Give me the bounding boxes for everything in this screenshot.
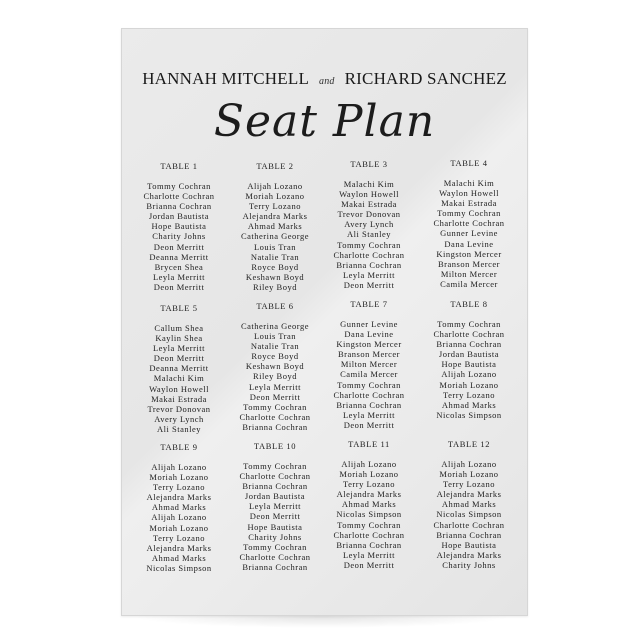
guest-name: Alijah Lozano [341, 459, 397, 469]
guest-name: Malachi Kim [153, 373, 205, 384]
guest-name: Alijah Lozano [441, 459, 497, 469]
partner-name-2: RICHARD SANCHEZ [344, 69, 507, 88]
guest-name: Brianna Cochran [336, 259, 402, 270]
guest-name: Deanna Merritt [149, 251, 209, 262]
guest-name: Trevor Donovan [337, 209, 401, 220]
guest-name: Charlotte Cochran [433, 519, 505, 530]
table-block [320, 158, 418, 290]
guest-name: Terry Lozano [443, 479, 495, 490]
guest-name: Alejandra Marks [436, 549, 502, 560]
guest-name: Charlotte Cochran [333, 249, 405, 260]
guest-name: Deon Merritt [249, 391, 301, 402]
guest-name: Brianna Cochran [436, 339, 502, 350]
guest-list [420, 319, 518, 420]
guest-name: Avery Lynch [154, 413, 204, 424]
table-block [130, 302, 228, 434]
guest-name: Natalie Tran [250, 251, 300, 262]
table-label: TABLE 4 [450, 158, 488, 168]
guest-list [320, 459, 418, 570]
guest-name: Makai Estrada [341, 199, 397, 210]
guest-name: Deon Merritt [153, 353, 205, 364]
guest-name: Jordan Bautista [148, 211, 210, 222]
guest-name: Makai Estrada [441, 198, 497, 209]
guest-name: Brianna Cochran [242, 481, 308, 492]
guest-name: Catherina George [240, 321, 310, 331]
guest-name: Dana Levine [444, 238, 494, 249]
guest-name: Kingston Mercer [436, 248, 502, 259]
guest-name: Brianna Cochran [146, 201, 212, 212]
table-block [420, 157, 518, 289]
guest-list [226, 181, 324, 292]
guest-name: Brycen Shea [154, 261, 204, 272]
guest-name: Alijah Lozano [441, 369, 497, 380]
guest-name: Ahmad Marks [341, 499, 397, 510]
guest-name: Charlotte Cochran [333, 389, 405, 400]
guest-name: Louis Tran [253, 241, 297, 252]
guest-name: Ali Stanley [157, 423, 201, 434]
guest-list [130, 181, 228, 292]
guest-name: Gunner Levine [340, 319, 398, 329]
guest-name: Alejandra Marks [436, 489, 502, 500]
guest-name: Tommy Cochran [337, 379, 401, 390]
guest-name: Jordan Bautista [244, 491, 306, 502]
guest-name: Charlotte Cochran [433, 218, 505, 229]
guest-name: Keshawn Boyd [245, 271, 305, 282]
guest-name: Alejandra Marks [242, 211, 308, 222]
guest-name: Tommy Cochran [337, 239, 401, 250]
guest-name: Ahmad Marks [151, 502, 207, 513]
guest-name: Ali Stanley [347, 229, 391, 240]
guest-name: Moriah Lozano [339, 469, 399, 480]
guest-name: Milton Mercer [440, 268, 498, 279]
table-block [130, 160, 228, 292]
table-block [130, 441, 228, 573]
guest-list [130, 323, 228, 434]
guest-name: Leyla Merritt [152, 343, 206, 354]
guest-name: Alejandra Marks [146, 542, 212, 553]
guest-name: Nicolas Simpson [436, 409, 502, 420]
guest-name: Charlotte Cochran [333, 529, 405, 540]
guest-name: Camila Mercer [340, 369, 398, 380]
guest-name: Gunner Levine [440, 228, 498, 239]
table-label: TABLE 1 [160, 161, 198, 171]
guest-name: Riley Boyd [253, 371, 297, 382]
table-label: TABLE 12 [447, 439, 491, 449]
guest-name: Hope Bautista [247, 521, 303, 532]
guest-name: Kaylin Shea [155, 333, 203, 344]
guest-name: Leyla Merritt [342, 269, 396, 280]
guest-name: Brianna Cochran [242, 421, 308, 432]
guest-name: Deon Merritt [343, 279, 395, 290]
guest-name: Tommy Cochran [437, 319, 501, 329]
guest-name: Ahmad Marks [151, 552, 207, 563]
guest-name: Ahmad Marks [441, 399, 497, 410]
guest-name: Leyla Merritt [248, 381, 302, 392]
table-label: TABLE 6 [256, 301, 294, 311]
table-block [320, 438, 418, 570]
table-label: TABLE 8 [450, 299, 488, 309]
guest-name: Nicolas Simpson [146, 562, 212, 573]
guest-name: Tommy Cochran [147, 181, 211, 191]
table-block [320, 298, 418, 430]
guest-name: Terry Lozano [443, 389, 495, 400]
guest-name: Milton Mercer [340, 359, 398, 370]
guest-list [130, 462, 228, 573]
and-word: and [319, 76, 335, 87]
guest-name: Alijah Lozano [151, 462, 207, 472]
guest-name: Louis Tran [253, 331, 297, 342]
guest-name: Ahmad Marks [441, 499, 497, 510]
table-label: TABLE 3 [350, 159, 388, 169]
guest-name: Alijah Lozano [247, 181, 303, 191]
guest-name: Branson Mercer [438, 258, 500, 269]
guest-name: Tommy Cochran [437, 208, 501, 219]
guest-name: Nicolas Simpson [336, 509, 402, 520]
seat-plan-board [121, 28, 528, 616]
guest-name: Tommy Cochran [337, 519, 401, 530]
guest-name: Hope Bautista [151, 221, 207, 232]
guest-name: Brianna Cochran [336, 399, 402, 410]
guest-name: Tommy Cochran [243, 461, 307, 471]
table-label: TABLE 11 [348, 439, 390, 449]
seat-plan-title: Seat Plan [213, 96, 436, 147]
guest-name: Waylon Howell [149, 383, 209, 394]
guest-name: Waylon Howell [439, 188, 499, 199]
guest-name: Terry Lozano [153, 482, 205, 493]
guest-name: Terry Lozano [249, 201, 301, 212]
guest-name: Moriah Lozano [245, 191, 305, 202]
tables-grid [122, 29, 527, 615]
guest-name: Ahmad Marks [247, 221, 303, 232]
guest-name: Catherina George [240, 231, 310, 242]
guest-name: Branson Mercer [338, 349, 400, 360]
guest-name: Leyla Merritt [342, 549, 396, 560]
guest-name: Dana Levine [344, 329, 394, 340]
guest-name: Natalie Tran [250, 341, 300, 352]
guest-name: Moriah Lozano [149, 522, 209, 533]
guest-name: Riley Boyd [253, 281, 297, 292]
table-block [420, 438, 518, 570]
guest-name: Alijah Lozano [151, 512, 207, 523]
guest-name: Keshawn Boyd [245, 361, 305, 372]
guest-name: Waylon Howell [339, 189, 399, 200]
guest-name: Terry Lozano [343, 479, 395, 490]
guest-name: Leyla Merritt [248, 501, 302, 512]
guest-name: Moriah Lozano [439, 379, 499, 390]
guest-name: Deon Merritt [153, 241, 205, 252]
guest-name: Deon Merritt [343, 419, 395, 430]
guest-name: Terry Lozano [153, 532, 205, 543]
guest-list [226, 321, 324, 432]
guest-name: Moriah Lozano [439, 469, 499, 480]
guest-name: Charlotte Cochran [239, 551, 311, 562]
guest-name: Deanna Merritt [149, 363, 209, 374]
table-block [226, 300, 324, 432]
guest-name: Hope Bautista [441, 359, 497, 370]
guest-name: Royce Boyd [251, 351, 299, 362]
guest-list [320, 179, 418, 290]
table-block [226, 160, 324, 292]
guest-name: Charlotte Cochran [239, 471, 311, 482]
guest-name: Charlotte Cochran [433, 329, 505, 340]
guest-list [420, 178, 518, 289]
guest-name: Brianna Cochran [436, 529, 502, 540]
table-block [226, 440, 324, 572]
guest-list [420, 459, 518, 570]
guest-name: Makai Estrada [151, 393, 207, 404]
guest-name: Royce Boyd [251, 261, 299, 272]
guest-name: Charity Johns [248, 531, 302, 542]
guest-name: Avery Lynch [344, 219, 394, 230]
guest-name: Camila Mercer [440, 278, 498, 289]
guest-name: Charity Johns [442, 559, 496, 570]
table-block [420, 298, 518, 420]
table-label: TABLE 2 [256, 161, 294, 171]
guest-name: Brianna Cochran [242, 561, 308, 572]
guest-name: Alejandra Marks [146, 492, 212, 503]
table-label: TABLE 7 [350, 299, 388, 309]
guest-name: Callum Shea [154, 323, 204, 333]
guest-name: Leyla Merritt [342, 409, 396, 420]
guest-name: Trevor Donovan [147, 403, 211, 414]
guest-name: Jordan Bautista [438, 349, 500, 360]
table-label: TABLE 5 [160, 303, 198, 313]
guest-name: Charlotte Cochran [239, 411, 311, 422]
guest-name: Tommy Cochran [243, 401, 307, 412]
guest-name: Tommy Cochran [243, 541, 307, 552]
guest-name: Malachi Kim [443, 178, 495, 188]
guest-name: Kingston Mercer [336, 339, 402, 350]
guest-name: Deon Merritt [343, 559, 395, 570]
guest-name: Charlotte Cochran [143, 191, 215, 202]
guest-name: Charity Johns [152, 231, 206, 242]
guest-name: Deon Merritt [153, 281, 205, 292]
guest-name: Alejandra Marks [336, 489, 402, 500]
guest-name: Hope Bautista [441, 539, 497, 550]
guest-name: Leyla Merritt [152, 271, 206, 282]
guest-list [320, 319, 418, 430]
table-label: TABLE 10 [253, 441, 297, 451]
guest-name: Moriah Lozano [149, 472, 209, 483]
guest-name: Nicolas Simpson [436, 509, 502, 520]
partner-name-1: HANNAH MITCHELL [142, 69, 310, 88]
guest-name: Deon Merritt [249, 511, 301, 522]
guest-name: Brianna Cochran [336, 539, 402, 550]
guest-name: Malachi Kim [343, 179, 395, 189]
guest-list [226, 461, 324, 572]
table-label: TABLE 9 [160, 442, 198, 452]
